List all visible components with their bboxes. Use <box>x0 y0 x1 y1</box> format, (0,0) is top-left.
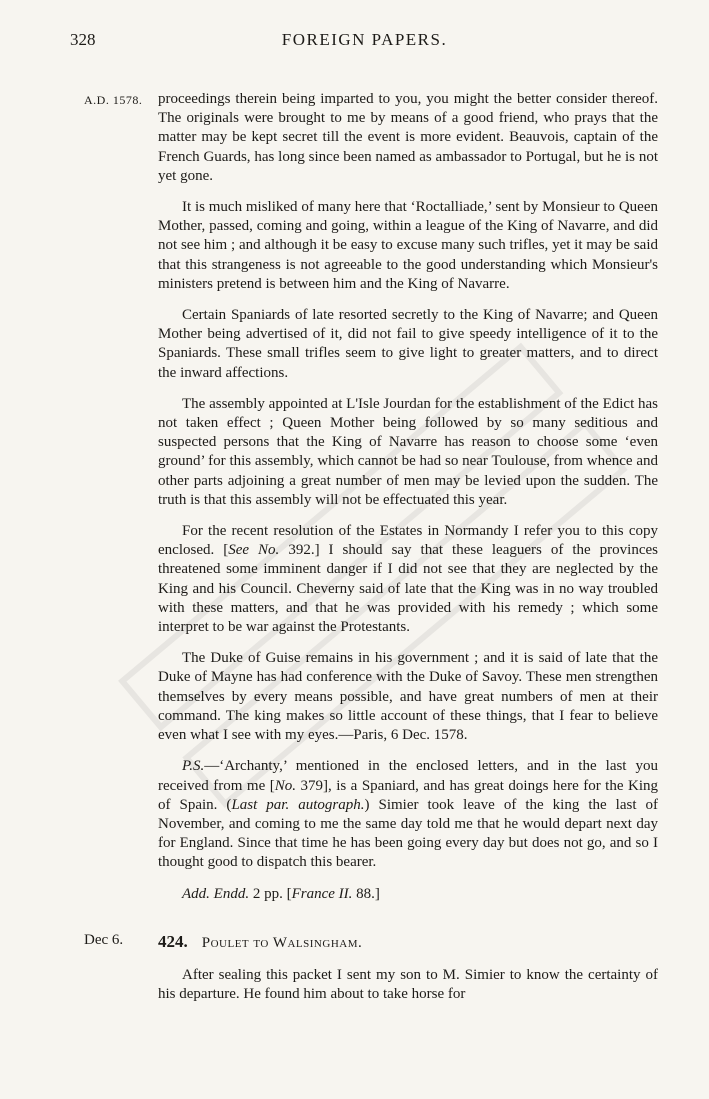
endorsement-ref: France II. <box>291 885 353 902</box>
paragraph: Certain Spaniards of late resorted secretly to the King of Navarre; and Queen Mother being advertised of it, did not fail to give speedy intelligence of it to the Spaniards. These small trifles seem to give light to greater matters, and to direct the inward affections. <box>158 307 658 381</box>
paragraph-text: For the recent resolution of the Estates in Normandy I refer you to this copy enclosed. [ <box>158 523 658 559</box>
page-number: 328 <box>70 30 96 49</box>
paragraph <box>158 522 658 637</box>
endorsement <box>158 885 658 904</box>
paragraph: After sealing this packet I sent my son to M. Simier to know the certainty of his departure. He found him about to take horse for <box>158 967 658 1003</box>
paragraph: The Duke of Guise remains in his government ; and it is said of late that the Duke of Mayne has had conference with the Duke of Savoy. These men strengthen themselves by every means possible, and have great numbers of men at their command. The king makes so little account of these things, that I fear to believe even what I see with my eyes.—Paris, 6 Dec. 1578. <box>158 650 658 744</box>
ps-text: 379], is a Spaniard, and has great doings here for the King of Spain. ( <box>158 777 658 813</box>
endorsement-pages: 2 pp. [ <box>249 885 292 902</box>
paragraph: The assembly appointed at L'Isle Jourdan for the establishment of the Edict has not taken effect ; Queen Mother being followed by so many seditious and suspected persons that the King of Navarre has reason to choose some ‘even ground’ for this assembly, which cannot be had so near Toulouse, from whence and other parts adjoining a great number of men may be levied upon the sudden. The truth is that this assembly will not be effectuated this year. <box>158 395 658 508</box>
endorsement-ref-num: 88.] <box>352 885 380 902</box>
ps-text: —‘Archanty,’ mentioned in the enclosed letters, and in the last you received from me [ <box>158 758 658 794</box>
paragraph: proceedings therein being imparted to you, you might the better consider thereof. The originals were brought to me by means of a good friend, who prays that the matter may be kept secret till the event is more evident. Beauvois, captain of the French Guards, has long since been named as ambassador to Portugal, but he is not yet gone. <box>158 91 658 184</box>
postscript <box>158 757 658 872</box>
paragraph-text: 392.] I should say that these leaguers of the provinces threatened some imminent danger if I did not see that they are neglected by the King and his Council. Cheverny said of late that the King was in no way troubled with these matters, and that he was provided with his remedy ; which some interpret to be war against the Protestants. <box>158 542 658 636</box>
entry-title: Poulet to Walsingham. <box>201 935 363 951</box>
cross-reference: No. <box>274 777 296 794</box>
entry-heading <box>158 932 658 952</box>
margin-year: A.D. 1578. <box>84 93 143 107</box>
ps-label: P.S. <box>182 758 205 775</box>
entry-date: Dec 6. <box>84 932 124 948</box>
editorial-note: Last par. autograph. <box>231 796 365 813</box>
ps-text: ) Simier took leave of the king the last of November, and coming to me the same day told me that he would depart next day for England. Since that time he has been going every day but does not go, and so I thought good to dispatch this bearer. <box>158 796 658 871</box>
endorsement-add: Add. Endd. <box>182 885 250 902</box>
cross-reference: See No. <box>228 542 280 559</box>
running-title: FOREIGN PAPERS. <box>281 30 448 49</box>
letter-body <box>158 90 658 916</box>
entry-number: 424. <box>158 932 188 951</box>
page-header <box>70 30 659 54</box>
entry-body <box>158 966 658 1004</box>
paragraph: It is much misliked of many here that ‘Roctalliade,’ sent by Monsieur to Queen Mother, passed, coming and going, within a league of the King of Navarre, and did not see him ; and although it be easy to excuse many such trifles, yet it may be said that this strangeness is not agreeable to the good understanding which Monsieur's ministers pretend is between him and the King of Navarre. <box>158 199 658 292</box>
